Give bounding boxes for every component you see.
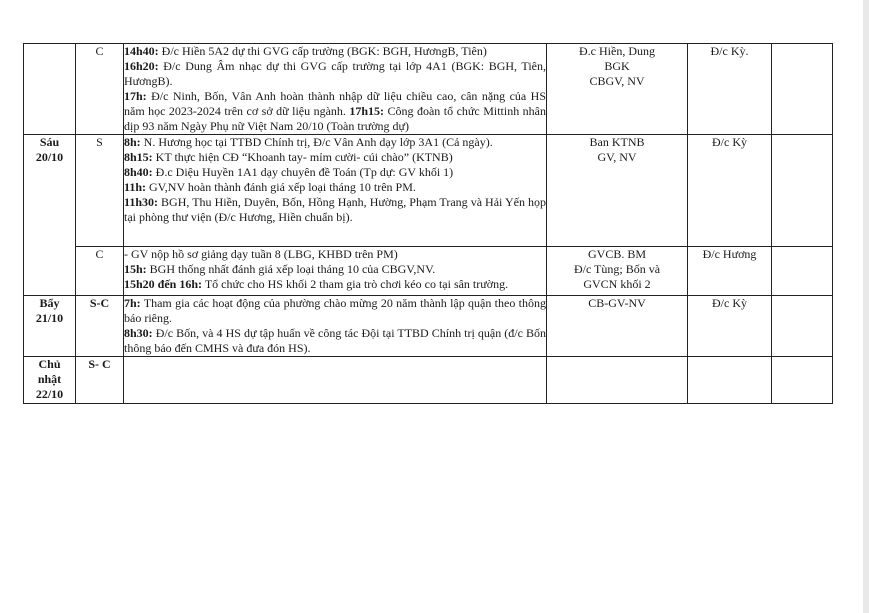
schedule-table — [23, 43, 833, 404]
participants-cell — [547, 247, 688, 296]
day-name: Chủ — [38, 357, 61, 371]
session-cell: C — [76, 44, 124, 135]
activity-item — [124, 296, 546, 326]
responsible-cell: Đ/c Hương — [688, 247, 772, 296]
session-cell: S-C — [76, 296, 124, 357]
schedule-row — [24, 357, 833, 404]
day-date: 22/10 — [35, 387, 64, 401]
activity-text: Đ.c Diệu Huyền 1A1 dạy chuyên đề Toán (Tp dự: GV khối 1) — [152, 165, 454, 179]
activity-item — [124, 247, 546, 262]
participant-line: GVCN khối 2 — [583, 277, 651, 291]
activity-cell — [124, 135, 547, 247]
activity-text: Tham gia các hoạt động của phường chào mừng 20 năm thành lập quận theo thông báo riêng. — [124, 296, 546, 325]
day-cell — [24, 296, 76, 357]
session-cell: C — [76, 247, 124, 296]
day-cell — [24, 135, 76, 296]
activity-time: 15h20 đến 16h: — [124, 277, 203, 291]
participant-line: CB-GV-NV — [588, 296, 646, 310]
participant-line: BGK — [604, 59, 630, 73]
activity-item — [124, 180, 546, 195]
activity-item — [124, 150, 546, 165]
responsible-cell: Đ/c Kỳ — [688, 296, 772, 357]
schedule-row — [24, 44, 833, 135]
participant-line: Đ.c Hiền, Dung — [579, 44, 655, 58]
participant-line: GV, NV — [597, 150, 637, 164]
activity-text: Đ/c Dung Âm nhạc dự thi GVG cấp trường tại lớp 4A1 (BGK: BGH, Tiên, HươngB). — [124, 59, 546, 88]
activity-time: 11h: — [124, 180, 147, 194]
activity-item — [124, 165, 546, 180]
activity-text: Công đoàn tổ chức Mittinh nhân dịp 93 năm Ngày Phụ nữ Việt Nam 20/10 (Toàn trường dự) — [124, 104, 547, 133]
activity-time: 8h15: — [124, 150, 153, 164]
schedule-row — [24, 247, 833, 296]
participants-cell — [547, 44, 688, 135]
activity-text: BGH, Thu Hiền, Duyên, Bốn, Hồng Hạnh, Hường, Phạm Trang và Hải Yến họp tại phòng thư viện (Đ/c Hương, Hiền chuẩn bị). — [124, 195, 546, 224]
activity-time: 8h30: — [124, 326, 153, 340]
page-edge — [863, 0, 869, 613]
activity-time: 17h15: — [349, 104, 385, 118]
participant-line: Ban KTNB — [589, 135, 645, 149]
activity-text: - GV nộp hồ sơ giảng dạy tuần 8 (LBG, KHBD trên PM) — [124, 247, 398, 261]
day-name: Bẩy — [39, 296, 60, 310]
day-name: Sáu — [39, 135, 60, 149]
day-date: 20/10 — [35, 150, 64, 164]
day-date: 21/10 — [35, 311, 64, 325]
empty-cell — [772, 357, 833, 404]
activity-item — [124, 262, 546, 277]
activity-cell — [124, 296, 547, 357]
participants-cell — [547, 357, 688, 404]
activity-time: 17h: — [124, 89, 147, 103]
activity-item — [124, 195, 546, 225]
activity-cell — [124, 247, 547, 296]
responsible-cell — [688, 357, 772, 404]
activity-time: 8h40: — [124, 165, 153, 179]
schedule-row — [24, 296, 833, 357]
activity-text: GV,NV hoàn thành đánh giá xếp loại tháng 10 trên PM. — [146, 180, 416, 194]
activity-item — [124, 44, 546, 59]
activity-text: N. Hương học tại TTBD Chính trị, Đ/c Vân Anh dạy lớp 3A1 (Cả ngày). — [140, 135, 493, 149]
session-cell: S- C — [76, 357, 124, 404]
activity-text: KT thực hiện CĐ “Khoanh tay- mỉm cười- cúi chào” (KTNB) — [152, 150, 453, 164]
activity-text: Tổ chức cho HS khối 2 tham gia trò chơi kéo co tại sân trường. — [202, 277, 509, 291]
responsible-cell: Đ/c Kỳ. — [688, 44, 772, 135]
participants-cell — [547, 296, 688, 357]
activity-time: 15h: — [124, 262, 147, 276]
activity-text: BGH thống nhất đánh giá xếp loại tháng 10 của CBGV,NV. — [146, 262, 436, 276]
empty-cell — [772, 247, 833, 296]
activity-text: Đ/c Ninh, Bốn, Vân Anh hoàn thành nhập dữ liệu chiều cao, cân nặng của HS năm học 2023-2024 trên cơ sở dữ liệu ngành. — [124, 89, 546, 118]
day-name: nhật — [37, 372, 62, 386]
activity-item — [124, 135, 546, 150]
empty-cell — [772, 44, 833, 135]
participant-line: Đ/c Tùng; Bốn và — [573, 262, 661, 276]
day-cell — [24, 357, 76, 404]
participant-line: CBGV, NV — [589, 74, 645, 88]
participants-cell — [547, 135, 688, 247]
activity-time: 7h: — [124, 296, 141, 310]
activity-item — [124, 89, 546, 134]
activity-time: 11h30: — [124, 195, 159, 209]
activity-text: Đ/c Hiền 5A2 dự thi GVG cấp trường (BGK: BGH, HươngB, Tiên) — [158, 44, 487, 58]
activity-item — [124, 277, 546, 292]
day-cell — [24, 44, 76, 135]
empty-cell — [772, 296, 833, 357]
activity-time: 14h40: — [124, 44, 159, 58]
activity-time: 16h20: — [124, 59, 159, 73]
activity-item — [124, 59, 546, 89]
session-cell: S — [76, 135, 124, 247]
activity-cell — [124, 357, 547, 404]
empty-cell — [772, 135, 833, 247]
activity-cell — [124, 44, 547, 135]
schedule-row — [24, 135, 833, 247]
activity-item — [124, 326, 546, 356]
activity-time: 8h: — [124, 135, 141, 149]
activity-text: Đ/c Bốn, và 4 HS dự tập huấn về công tác Đội tại TTBD Chính trị quận (đ/c Bốn thông báo đến CMHS và đưa đón HS). — [124, 326, 546, 355]
responsible-cell: Đ/c Kỳ — [688, 135, 772, 247]
participant-line: GVCB. BM — [587, 247, 646, 261]
